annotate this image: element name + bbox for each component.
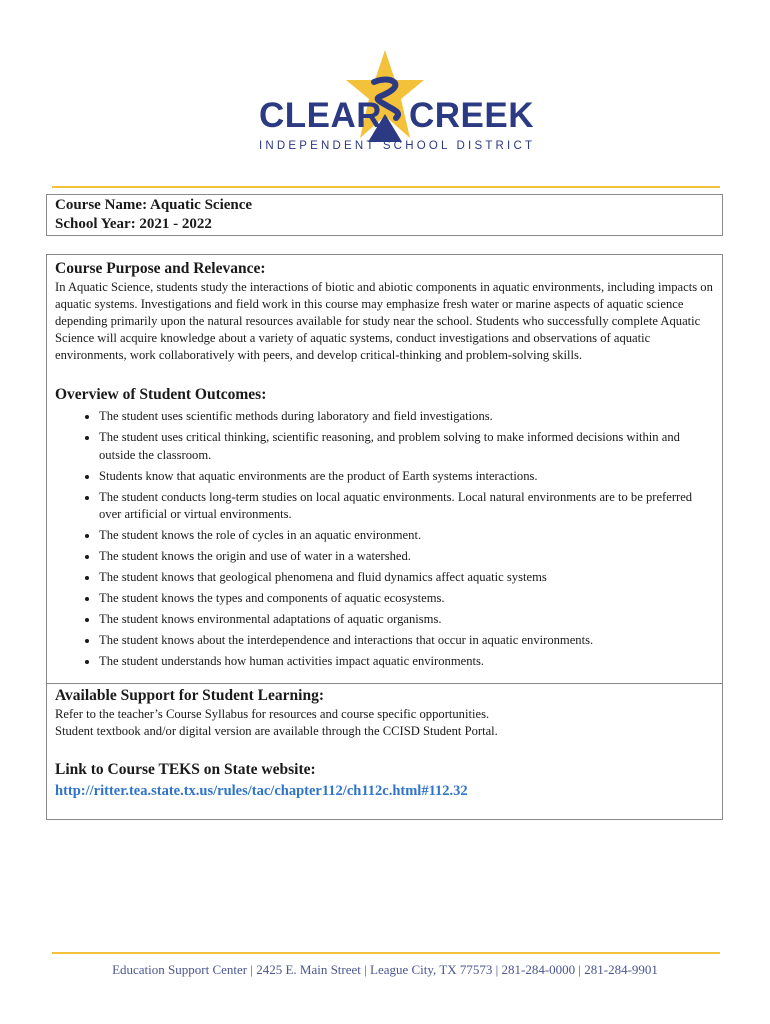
list-item: • The student knows the role of cycles in an aquatic environment. [99,527,714,545]
overview-heading: Overview of Student Outcomes: [55,386,267,403]
list-item: • The student knows about the interdependence and interactions that occur in aquatic environments. [99,632,714,650]
purpose-text: In Aquatic Science, students study the interactions of biotic and abiotic components in aquatic environments, including impacts on aquatic systems. Investigations and field work in this course may emphasize fresh water or marine aspects of aquatic science depending primarily upon the natural resources available for study near the school. Students who successfully complete Aquatic Science will acquire knowledge about a variety of aquatic systems, conduct investigations and observations of aquatic environments, work collaboratively with peers, and develop critical-thinking and problem-solving skills. [55,280,713,362]
list-item: • Students know that aquatic environments are the product of Earth systems interactions. [99,468,714,486]
support-line-textbook: Student textbook and/or digital version are available through the CCISD Student Portal. [55,724,498,738]
course-details-box [46,254,723,820]
header-divider [52,186,720,188]
teks-heading: Link to Course TEKS on State website: [55,761,316,778]
list-item: • The student understands how human activities impact aquatic environments. [99,653,714,671]
footer-divider [52,952,720,954]
list-item: • The student uses critical thinking, scientific reasoning, and problem solving to make informed decisions within and outside the classroom. [99,429,714,464]
list-item: • The student knows environmental adaptations of aquatic organisms. [99,611,714,629]
footer-contact: Education Support Center | 2425 E. Main Street | League City, TX 77573 | 281-284-0000 | 281-284-9901 [112,962,658,977]
teks-link[interactable]: http://ritter.tea.state.tx.us/rules/tac/chapter112/ch112c.html#112.32 [55,783,468,799]
support-section [47,683,722,740]
list-item: • The student uses scientific methods during laboratory and field investigations. [99,408,714,426]
overview-section [47,385,722,674]
list-item: • The student knows that geological phenomena and fluid dynamics affect aquatic systems [99,569,714,587]
support-line-syllabus: Refer to the teacher’s Course Syllabus for resources and course specific opportunities. [55,707,490,721]
list-item: • The student knows the origin and use of water in a watershed. [99,548,714,566]
purpose-heading: Course Purpose and Relevance: [55,260,266,277]
logo-word-clear: CLEAR [259,96,383,135]
support-heading: Available Support for Student Learning: [55,687,324,704]
teks-section [47,760,722,802]
district-logo [256,46,536,158]
logo-word-creek: CREEK [409,96,535,135]
logo-subtitle: INDEPENDENT SCHOOL DISTRICT [259,140,536,152]
course-info-box [46,194,723,236]
outcomes-list [55,408,714,671]
course-name: Course Name: Aquatic Science [55,197,253,213]
list-item: • The student conducts long-term studies on local aquatic environments. Local natural environments are to be preferred over artificial or virtual environments. [99,489,714,524]
purpose-section [47,259,722,364]
school-year: School Year: 2021 - 2022 [55,216,212,232]
list-item: • The student knows the types and components of aquatic ecosystems. [99,590,714,608]
